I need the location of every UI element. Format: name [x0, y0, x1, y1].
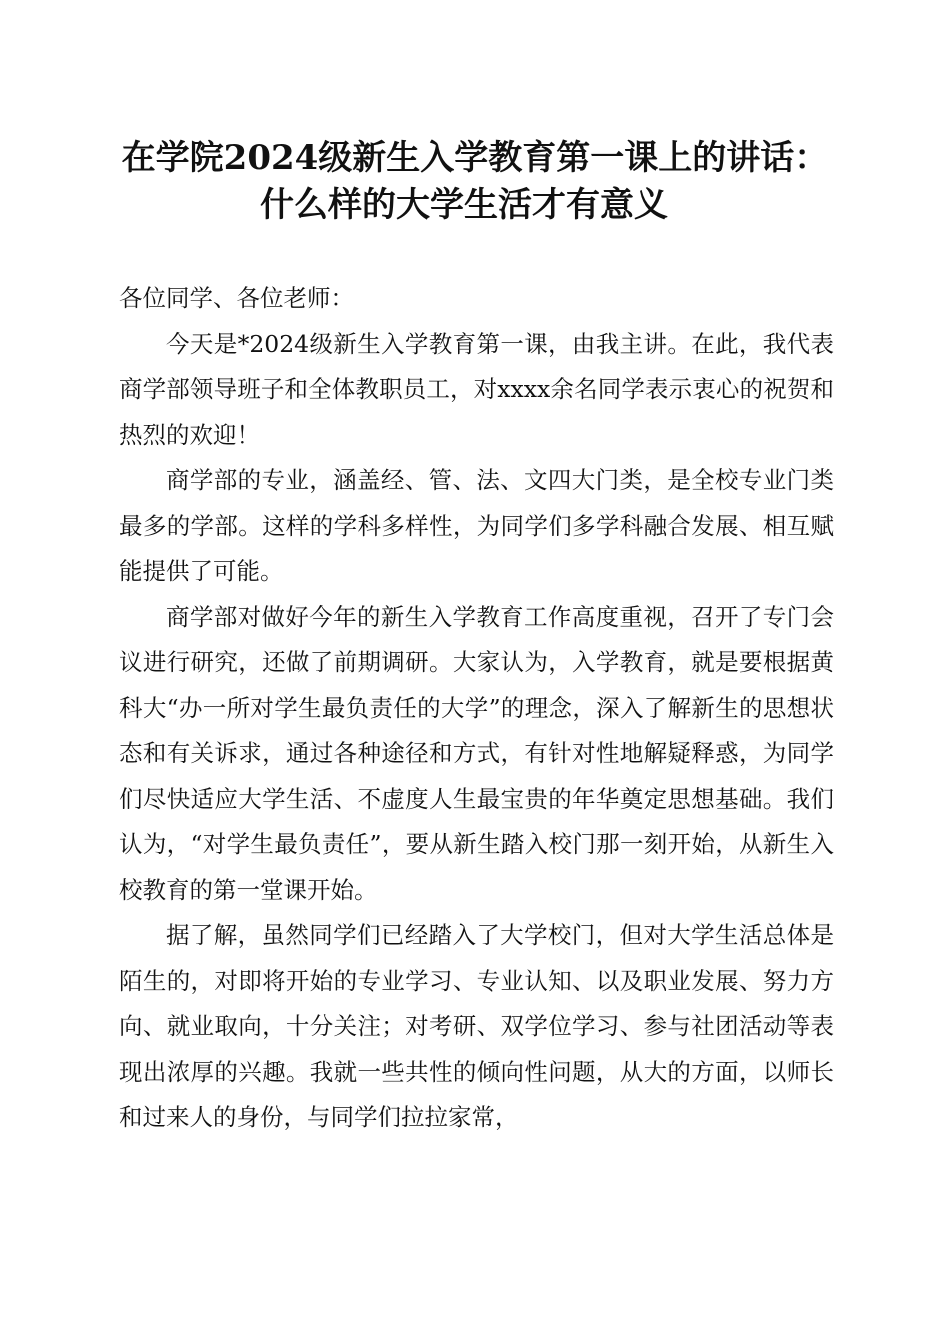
title-line-1: 在学院2024级新生入学教育第一课上的讲话：	[121, 138, 829, 178]
paragraph: 商学部的专业，涵盖经、管、法、文四大门类，是全校专业门类最多的学部。这样的学科多样性，为同学们多学科融合发展、相互赋能提供了可能。	[119, 466, 834, 585]
document-title	[110, 135, 840, 229]
paragraph: 据了解，虽然同学们已经踏入了大学校门，但对大学生活总体是陌生的，对即将开始的专业学习、专业认知、以及职业发展、努力方向、就业取向，十分关注；对考研、双学位学习、参与社团活动等表现出浓厚的兴趣。我就一些共性的倾向性问题，从大的方面，以师长和过来人的身份，与同学们拉拉家常，	[119, 921, 834, 1131]
salutation: 各位同学、各位老师：	[119, 284, 354, 312]
paragraph: 商学部对做好今年的新生入学教育工作高度重视，召开了专门会议进行研究，还做了前期调研。大家认为，入学教育，就是要根据黄科大“办一所对学生最负责任的大学”的理念，深入了解新生的思想状态和有关诉求，通过各种途径和方式，有针对性地解疑释惑，为同学们尽快适应大学生活、不虚度人生最宝贵的年华奠定思想基础。我们认为，“对学生最负责任”，要从新生踏入校门那一刻开始，从新生入校教育的第一堂课开始。	[119, 602, 834, 904]
title-line-2: 什么样的大学生活才有意义	[260, 185, 668, 225]
paragraph: 今天是*2024级新生入学教育第一课，由我主讲。在此，我代表商学部领导班子和全体教职员工，对xxxx余名同学表示衷心的祝贺和热烈的欢迎！	[119, 329, 834, 449]
document-body	[119, 276, 834, 1141]
